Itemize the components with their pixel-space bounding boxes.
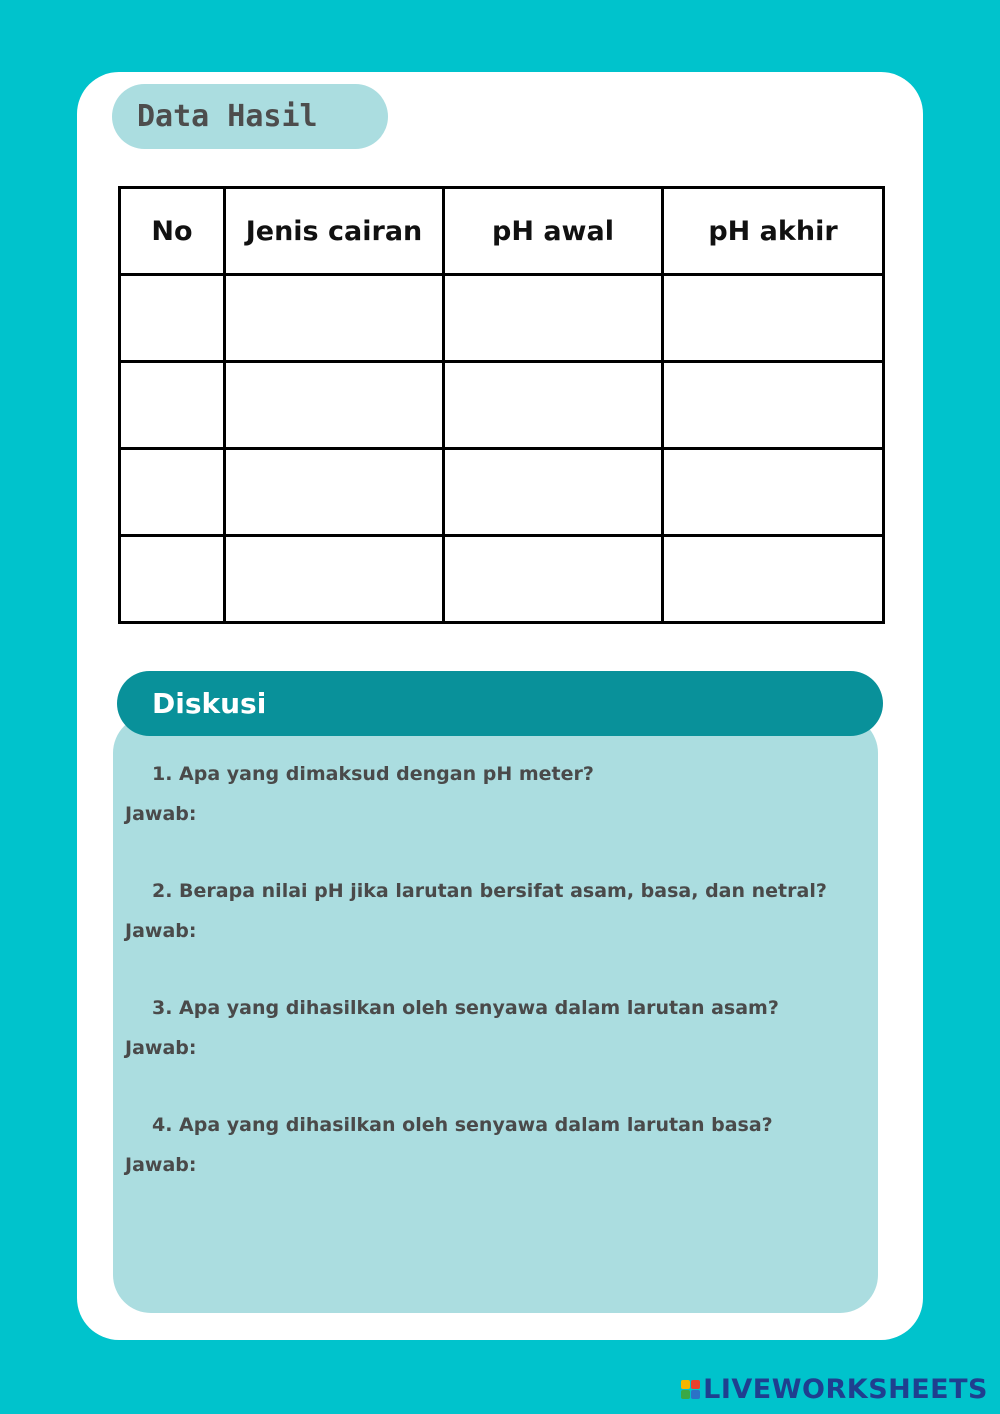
- cell-no[interactable]: [120, 449, 225, 536]
- table-header-row: [120, 188, 884, 275]
- data-section-title: Data Hasil: [112, 84, 388, 149]
- header-ph-awal: pH awal: [444, 188, 663, 275]
- question-2: 2. Berapa nilai pH jika larutan bersifat asam, basa, dan netral?: [152, 880, 827, 902]
- cell-no[interactable]: [120, 362, 225, 449]
- table-row: [120, 449, 884, 536]
- cell-ph-akhir[interactable]: [663, 536, 884, 623]
- table-row: [120, 362, 884, 449]
- table-row: [120, 275, 884, 362]
- cell-ph-akhir[interactable]: [663, 362, 884, 449]
- cell-ph-akhir[interactable]: [663, 449, 884, 536]
- cell-ph-awal[interactable]: [444, 275, 663, 362]
- answer-label-2[interactable]: Jawab:: [125, 920, 197, 942]
- answer-label-3[interactable]: Jawab:: [125, 1037, 197, 1059]
- results-table: [118, 186, 885, 624]
- cell-jenis-cairan[interactable]: [225, 536, 444, 623]
- cell-ph-awal[interactable]: [444, 362, 663, 449]
- answer-label-4[interactable]: Jawab:: [125, 1154, 197, 1176]
- header-ph-akhir: pH akhir: [663, 188, 884, 275]
- table-row: [120, 536, 884, 623]
- cell-ph-awal[interactable]: [444, 449, 663, 536]
- cell-no[interactable]: [120, 536, 225, 623]
- header-jenis-cairan: Jenis cairan: [225, 188, 444, 275]
- cell-ph-akhir[interactable]: [663, 275, 884, 362]
- question-1: 1. Apa yang dimaksud dengan pH meter?: [152, 763, 594, 785]
- liveworksheets-brand: [681, 1374, 988, 1405]
- liveworksheets-logo-icon: [681, 1380, 700, 1399]
- cell-jenis-cairan[interactable]: [225, 275, 444, 362]
- discussion-title: Diskusi: [117, 671, 883, 736]
- cell-no[interactable]: [120, 275, 225, 362]
- header-no: No: [120, 188, 225, 275]
- question-4: 4. Apa yang dihasilkan oleh senyawa dalam larutan basa?: [152, 1114, 773, 1136]
- brand-name: LIVEWORKSHEETS: [703, 1374, 988, 1405]
- cell-ph-awal[interactable]: [444, 536, 663, 623]
- question-3: 3. Apa yang dihasilkan oleh senyawa dalam larutan asam?: [152, 997, 779, 1019]
- cell-jenis-cairan[interactable]: [225, 362, 444, 449]
- cell-jenis-cairan[interactable]: [225, 449, 444, 536]
- answer-label-1[interactable]: Jawab:: [125, 803, 197, 825]
